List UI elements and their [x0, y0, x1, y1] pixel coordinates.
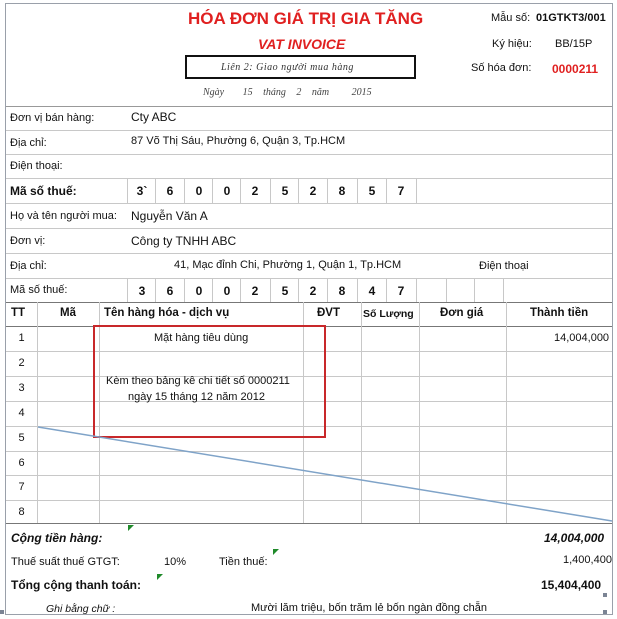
- date-year: 2015: [351, 87, 372, 98]
- frame-handle: [603, 610, 607, 614]
- buyer-tax-digit: 8: [338, 284, 346, 298]
- row-number: 6: [18, 457, 25, 469]
- date-month-label: tháng: [263, 87, 286, 98]
- vat-amount-label: Tiền thuế:: [219, 556, 268, 568]
- buyer-tax-label: Mã số thuế:: [10, 284, 68, 296]
- seller-tax-digit: 5: [368, 184, 376, 198]
- seller-tax-digit: 2: [309, 184, 317, 198]
- grand-total: 15,404,400: [541, 578, 602, 592]
- col-header-quantity: Số Lượng: [363, 308, 414, 320]
- buyer-tax-digit: 3: [138, 284, 146, 298]
- row-number: 1: [18, 332, 25, 344]
- seller-address: 87 Võ Thị Sáu, Phường 6, Quận 3, Tp.HCM: [131, 135, 346, 147]
- subtotal-value: 14,004,000: [544, 531, 605, 545]
- attachment-note-line1: Kèm theo bảng kê chi tiết số 0000211: [106, 375, 290, 387]
- buyer-tax-digit: 5: [281, 284, 289, 298]
- buyer-tax-digit: 2: [309, 284, 317, 298]
- row-number: 2: [18, 357, 25, 369]
- buyer-tax-digit: 4: [368, 284, 376, 298]
- buyer-tax-digit: 0: [195, 284, 203, 298]
- col-header-unit: ĐVT: [317, 307, 340, 319]
- seller-tax-digit: 6: [166, 184, 174, 198]
- copy-label: Liên 2: Giao người mua hàng: [221, 62, 354, 73]
- vat-amount: 1,400,400: [563, 554, 612, 566]
- seller-address-label: Địa chỉ:: [10, 137, 47, 149]
- buyer-unit: Công ty TNHH ABC: [131, 234, 237, 248]
- seller-tax-digit: 0: [195, 184, 203, 198]
- buyer-name-label: Họ và tên người mua:: [10, 210, 117, 222]
- buyer-tax-digit: 7: [397, 284, 405, 298]
- cell-note-marker: [157, 574, 163, 580]
- seller-name-label: Đơn vị bán hàng:: [10, 112, 95, 124]
- date-day: 15: [242, 87, 253, 98]
- symbol: BB/15P: [555, 38, 593, 50]
- seller-tax-digit: 8: [338, 184, 346, 198]
- row-number: 7: [18, 481, 25, 493]
- seller-phone-label: Điện thoại:: [10, 160, 63, 172]
- buyer-tax-digit: 6: [166, 284, 174, 298]
- cell-note-marker: [273, 549, 279, 555]
- seller-tax-digit: 5: [281, 184, 289, 198]
- frame-handle: [603, 593, 607, 597]
- seller-name: Cty ABC: [131, 110, 177, 124]
- form-no: 01GTKT3/001: [536, 12, 606, 24]
- seller-tax-digit: 7: [397, 184, 405, 198]
- buyer-unit-label: Đơn vị:: [10, 235, 46, 247]
- col-header-item-name: Tên hàng hóa - dịch vụ: [104, 307, 230, 319]
- row-number: 5: [18, 432, 25, 444]
- seller-tax-label: Mã số thuế:: [10, 184, 77, 198]
- invoice-no: 0000211: [552, 62, 599, 76]
- grand-total-label: Tổng cộng thanh toán:: [11, 578, 141, 592]
- date-day-label: Ngày: [203, 87, 225, 98]
- invoice-no-label: Số hóa đơn:: [471, 62, 532, 74]
- date-year-label: năm: [311, 87, 330, 98]
- seller-tax-digit: 3`: [136, 184, 148, 198]
- cell-note-marker: [128, 525, 134, 531]
- symbol-label: Ký hiệu:: [492, 38, 532, 50]
- amount-in-words-label: Ghi bằng chữ :: [46, 603, 116, 615]
- subtotal-label: Cộng tiền hàng:: [11, 531, 103, 545]
- row-number: 8: [18, 506, 25, 518]
- buyer-tax-digit: 0: [223, 284, 231, 298]
- invoice-subtitle: VAT INVOICE: [258, 36, 346, 52]
- attachment-note-line2: ngày 15 tháng 12 năm 2012: [128, 391, 266, 403]
- vat-rate: 10%: [164, 556, 187, 568]
- col-header-tt: TT: [11, 307, 26, 319]
- buyer-name: Nguyễn Văn A: [131, 209, 208, 223]
- form-no-label: Mẫu số:: [491, 12, 531, 24]
- item-name: Mặt hàng tiêu dùng: [154, 332, 249, 344]
- date-month: 2: [296, 87, 302, 98]
- col-header-code: Mã: [60, 307, 76, 319]
- col-header-amount: Thành tiền: [530, 307, 589, 319]
- buyer-address-label: Địa chỉ:: [10, 260, 47, 272]
- buyer-address: 41, Mạc đỉnh Chi, Phường 1, Quận 1, Tp.HCM: [174, 259, 402, 271]
- row-number: 4: [18, 407, 25, 419]
- seller-tax-digit: 0: [223, 184, 231, 198]
- buyer-tax-digit: 2: [251, 284, 259, 298]
- invoice-title: HÓA ĐƠN GIÁ TRỊ GIA TĂNG: [188, 9, 424, 28]
- buyer-phone-label: Điện thoại: [479, 260, 529, 272]
- col-header-unit-price: Đơn giá: [440, 307, 484, 319]
- amount-in-words: Mười lăm triệu, bốn trăm lẻ bốn ngàn đồng chẵn: [251, 602, 487, 614]
- frame-handle: [0, 610, 4, 614]
- vat-rate-label: Thuế suất thuế GTGT:: [11, 556, 120, 568]
- seller-tax-digit: 2: [251, 184, 259, 198]
- row-number: 3: [18, 382, 25, 394]
- item-amount: 14,004,000: [554, 332, 610, 344]
